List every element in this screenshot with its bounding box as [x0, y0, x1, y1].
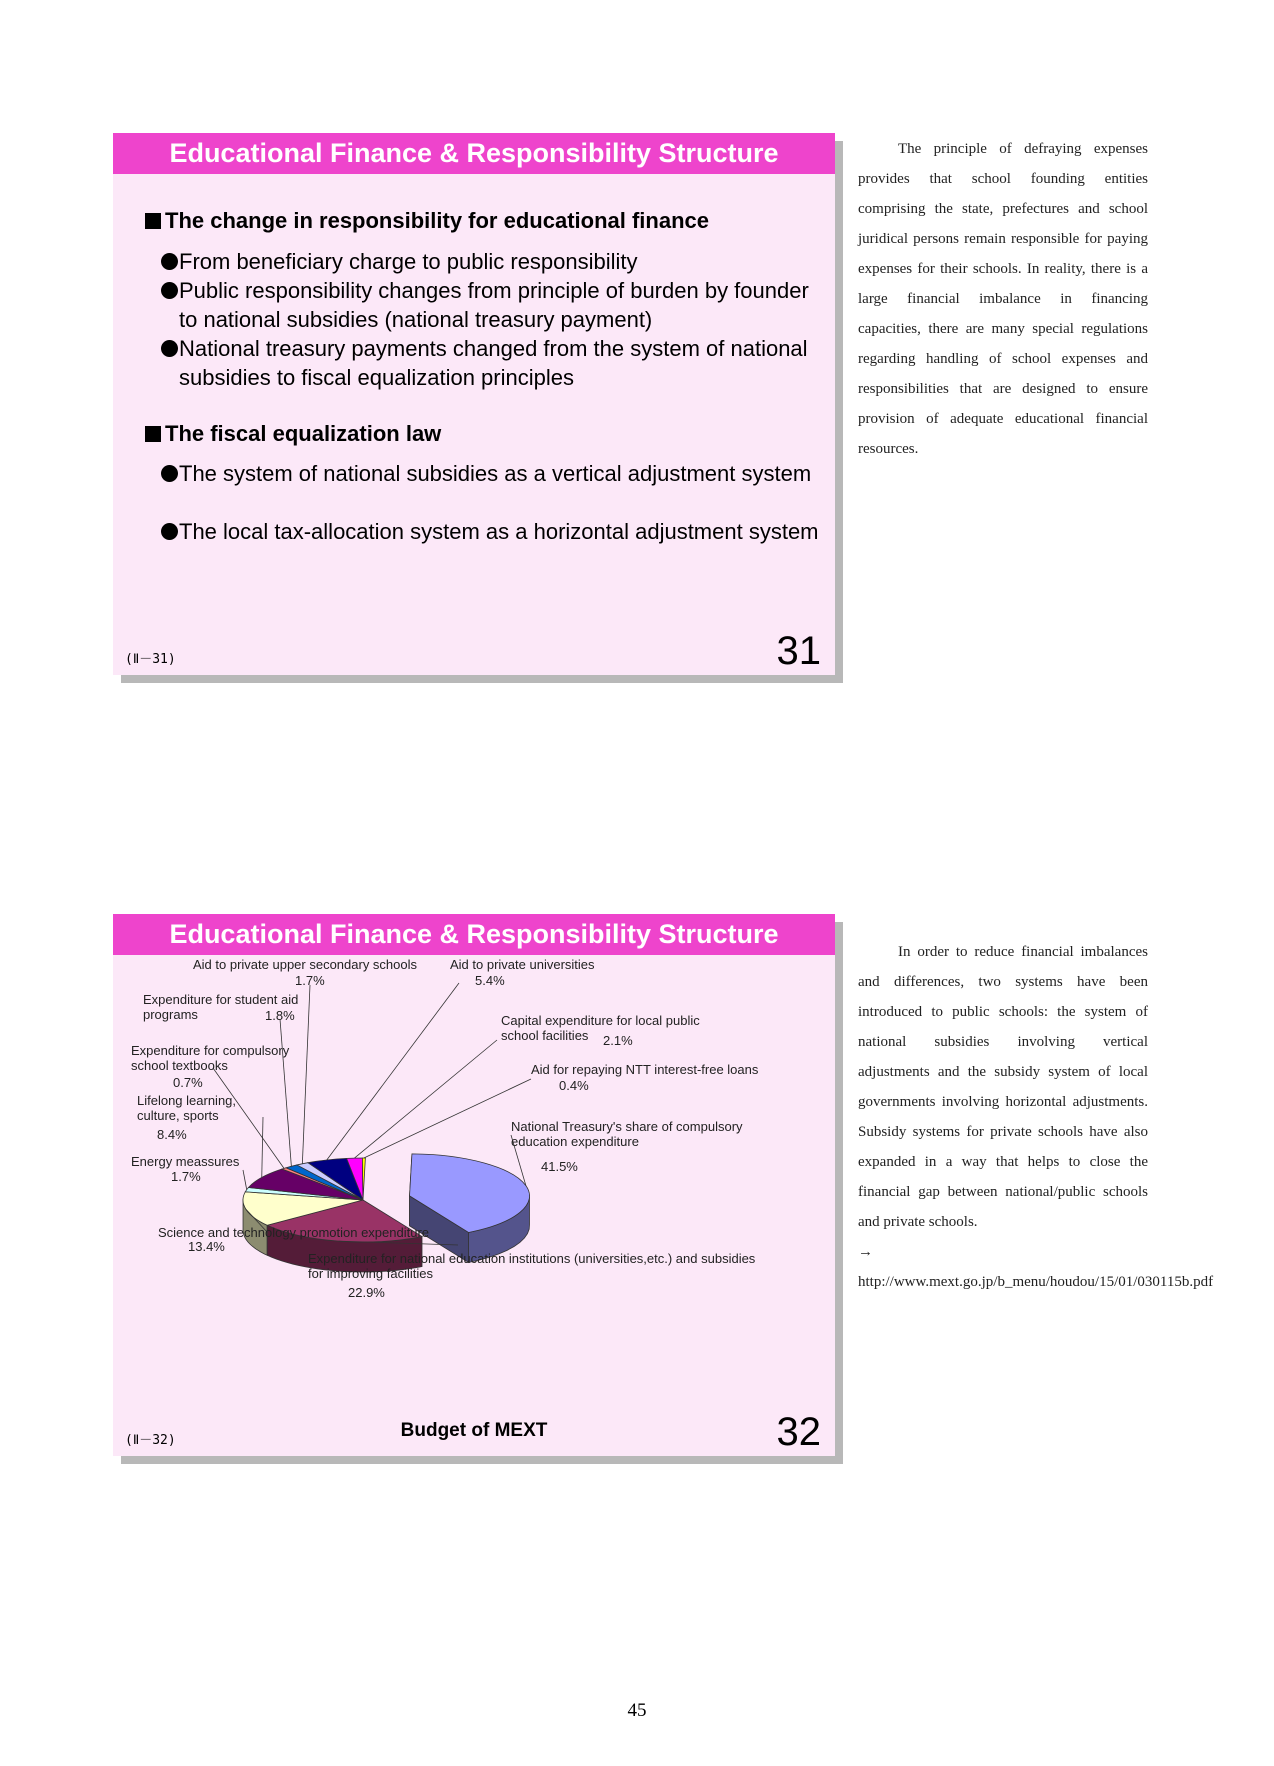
reference-link[interactable]: → http://www.mext.go.jp/b_menu/houdou/15/01/030115b.pdf	[858, 1244, 1214, 1290]
bullet-text: From beneficiary charge to public responsibility	[179, 249, 638, 274]
slice-name-label: school textbooks	[131, 1058, 228, 1073]
commentary-paragraph: The principle of defraying expenses provides that school founding entities comprising the state, prefectures and school juridical persons remain responsible for paying expenses for their schools. In reality, there is a large financial imbalance in financing capacities, there are many special regulations regarding handling of school expenses and responsibilities that are designed to ensure provision of adequate educational financial resources.	[858, 141, 1148, 457]
slice-value-label: 8.4%	[157, 1127, 187, 1142]
section-heading	[145, 421, 441, 447]
bullet-text: National treasury payments changed from the system of national subsidies to fiscal equalization principles	[179, 336, 808, 390]
slice-value-label: 1.7%	[295, 973, 325, 988]
slice-value-label: 0.7%	[173, 1075, 203, 1090]
slice-name-label: Expenditure for national education institutions (universities,etc.) and subsidies	[308, 1251, 756, 1266]
bullet-dot-icon	[161, 523, 178, 540]
section-heading	[145, 208, 709, 234]
heading-text: The change in responsibility for educational finance	[165, 208, 709, 233]
bullet-text: The system of national subsidies as a vertical adjustment system	[179, 461, 812, 486]
slice-value-label: 2.1%	[603, 1033, 633, 1048]
leader-line	[327, 983, 459, 1160]
slice-name-label: Science and technology promotion expenditure	[158, 1225, 430, 1240]
slide-code: (Ⅱ－31)	[125, 652, 176, 667]
slice-value-label: 1.7%	[171, 1169, 201, 1184]
slide-code: (Ⅱ－32)	[125, 1433, 176, 1448]
slice-name-label: National Treasury's share of compulsory	[511, 1119, 743, 1134]
bullet-item	[161, 276, 819, 334]
leader-line	[262, 1117, 263, 1177]
bullet-dot-icon	[161, 340, 178, 357]
square-bullet-icon	[145, 213, 161, 229]
slice-value-label: 22.9%	[348, 1285, 385, 1300]
slice-value-label: 1.8%	[265, 1008, 295, 1023]
bullet-item	[161, 247, 819, 276]
pie-slice	[362, 1158, 365, 1200]
bullet-dot-icon	[161, 253, 178, 270]
slice-name-label: school facilities	[501, 1028, 589, 1043]
slide-title: Educational Finance & Responsibility Structure	[113, 133, 835, 174]
slice-value-label: 5.4%	[475, 973, 505, 988]
slice-name-label: Aid to private upper secondary schools	[193, 957, 418, 972]
slice-name-label: for improving facilities	[308, 1266, 433, 1281]
leader-line	[243, 1170, 247, 1190]
side-commentary	[858, 134, 1148, 464]
slide-number: 32	[776, 1410, 821, 1454]
bullet-item	[161, 459, 819, 488]
slice-name-label: Capital expenditure for local public	[501, 1013, 700, 1028]
bullet-item	[161, 517, 819, 546]
slice-name-label: Expenditure for compulsory	[131, 1043, 290, 1058]
bullet-dot-icon	[161, 465, 178, 482]
bullet-text: Public responsibility changes from principle of burden by founder to national subsidies (national treasury payment)	[179, 278, 809, 332]
bullet-item	[161, 334, 819, 392]
commentary-paragraph: In order to reduce financial imbalances and differences, two systems have been introduced to public schools: the system of national subsidies involving vertical adjustments and the subsidy system of local governments involving horizontal adjustments. Subsidy systems for private schools have also expanded in a way that helps to close the financial gap between national/public schools and private schools.	[858, 944, 1148, 1230]
slide-title: Educational Finance & Responsibility Structure	[113, 914, 835, 955]
slice-name-label: Aid for repaying NTT interest-free loans	[531, 1062, 759, 1077]
leader-line	[302, 985, 310, 1164]
slice-name-label: culture, sports	[137, 1108, 219, 1123]
bullet-text: The local tax-allocation system as a horizontal adjustment system	[179, 519, 819, 544]
slide-number: 31	[776, 629, 821, 673]
slice-name-label: education expenditure	[511, 1134, 639, 1149]
leader-line	[364, 1079, 531, 1158]
bullet-dot-icon	[161, 282, 178, 299]
chart-title: Budget of MEXT	[400, 1420, 548, 1441]
side-commentary	[858, 937, 1214, 1297]
slide-32	[113, 914, 835, 1456]
slice-value-label: 41.5%	[541, 1159, 578, 1174]
pie-chart	[113, 955, 835, 1375]
square-bullet-icon	[145, 426, 161, 442]
leader-line	[354, 1040, 497, 1158]
leader-line	[280, 1019, 291, 1166]
slice-name-label: Lifelong learning,	[137, 1093, 237, 1108]
slide-31	[113, 133, 835, 675]
slice-value-label: 13.4%	[188, 1239, 225, 1254]
page-number: 45	[627, 1700, 647, 1721]
heading-text: The fiscal equalization law	[165, 421, 442, 446]
slice-name-label: Aid to private universities	[450, 957, 595, 972]
slice-name-label: programs	[143, 1007, 198, 1022]
slice-name-label: Energy meassures	[131, 1154, 240, 1169]
slice-value-label: 0.4%	[559, 1078, 589, 1093]
slice-name-label: Expenditure for student aid	[143, 992, 299, 1007]
